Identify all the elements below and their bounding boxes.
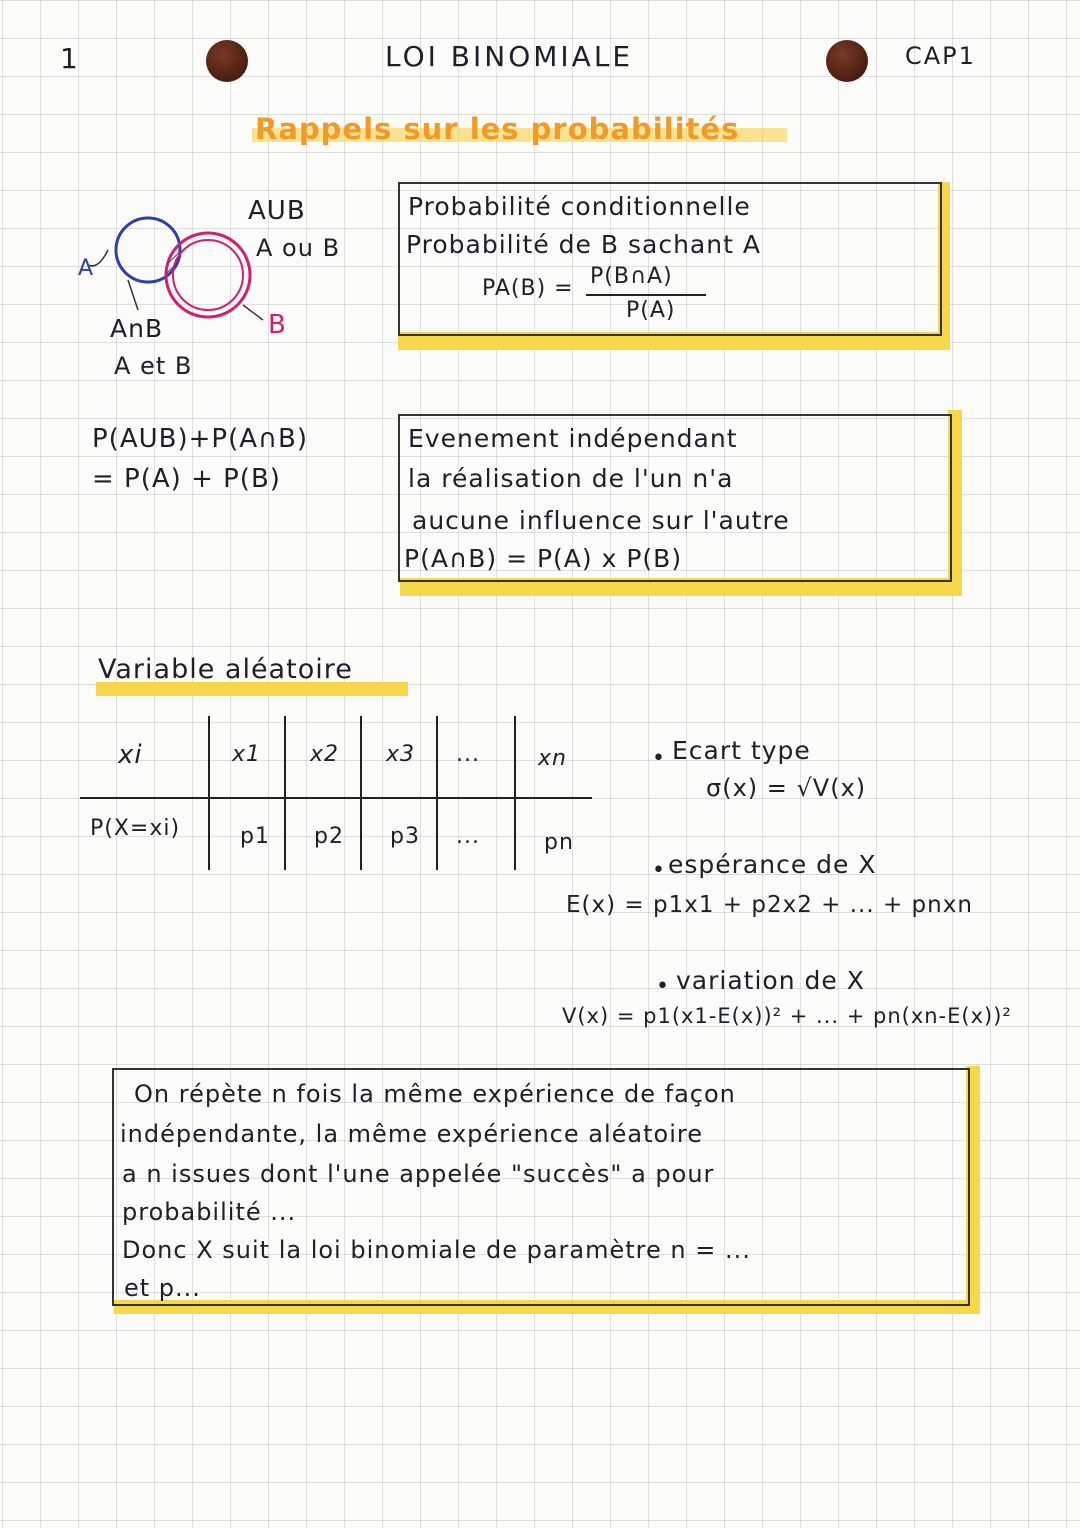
table-x2: x2 (310, 742, 340, 767)
box-independent (398, 414, 952, 582)
venn-label-a: A (78, 256, 95, 281)
table-x1: x1 (232, 742, 262, 767)
table-header-prob: P(X=xi) (90, 816, 181, 841)
variation-title: variation de X (676, 966, 865, 995)
union-meaning: A ou B (256, 234, 341, 262)
esperance-title: espérance de X (668, 850, 877, 879)
intersection-meaning: A et B (114, 352, 193, 380)
binomial-line6: et p... (124, 1274, 201, 1302)
box-conditional (398, 182, 942, 336)
conditional-formula-num: P(B∩A) (590, 264, 673, 289)
esperance-formula: E(x) = p1x1 + p2x2 + ... + pnxn (566, 892, 973, 918)
independent-line4: P(A∩B) = P(A) x P(B) (404, 544, 683, 573)
venn-diagram (68, 210, 288, 340)
binomial-line4: probabilité ... (122, 1198, 297, 1226)
ecart-formula: σ(x) = √V(x) (706, 774, 867, 802)
page-title: LOI BINOMIALE (385, 40, 634, 73)
binder-hole-right (826, 40, 868, 82)
venn-label-b: B (268, 310, 287, 340)
page-number: 1 (60, 42, 79, 75)
binomial-line1: On répète n fois la même expérience de façon (134, 1080, 736, 1108)
binomial-line2: indépendante, la même expérience aléatoire (120, 1120, 703, 1148)
chapter-label: CAP1 (905, 42, 976, 70)
table-p1: p1 (240, 824, 270, 849)
table-pn: pn (544, 830, 574, 855)
table-p3: p3 (390, 824, 420, 849)
independent-line1: Evenement indépendant (408, 424, 738, 453)
table-x-dots: ... (456, 742, 480, 767)
table-header-xi: xi (118, 740, 143, 770)
conditional-line2: Probabilité de B sachant A (406, 230, 761, 259)
bullet-icon: • (652, 858, 666, 883)
intersection-label: AnB (110, 314, 164, 343)
bullet-icon: • (656, 974, 670, 999)
conditional-formula-left: PA(B) = (482, 276, 574, 301)
table-p2: p2 (314, 824, 344, 849)
section-title-rappels: Rappels sur les probabilités (255, 112, 740, 146)
union-label: AUB (248, 196, 306, 226)
section-title-variable: Variable aléatoire (98, 654, 353, 685)
variation-formula: V(x) = p1(x1-E(x))² + ... + pn(xn-E(x))² (562, 1004, 1012, 1028)
binomial-line3: a n issues dont l'une appelée "succès" a pour (122, 1160, 715, 1188)
table-xn: xn (538, 746, 567, 771)
conditional-line1: Probabilité conditionnelle (408, 192, 751, 221)
union-formula-line1: P(AUB)+P(A∩B) (92, 424, 309, 454)
box-binomial (112, 1068, 970, 1306)
independent-line3: aucune influence sur l'autre (412, 506, 790, 535)
bullet-icon: • (652, 746, 666, 771)
binomial-line5: Donc X suit la loi binomiale de paramètre n = ... (122, 1236, 751, 1264)
union-formula-line2: = P(A) + P(B) (92, 464, 281, 494)
independent-line2: la réalisation de l'un n'a (408, 464, 734, 493)
binder-hole-left (206, 40, 248, 82)
fraction-bar (586, 294, 706, 296)
table-p-dots: ... (456, 824, 480, 849)
ecart-title: Ecart type (672, 736, 811, 765)
conditional-formula-den: P(A) (626, 298, 676, 323)
table-x3: x3 (386, 742, 416, 767)
